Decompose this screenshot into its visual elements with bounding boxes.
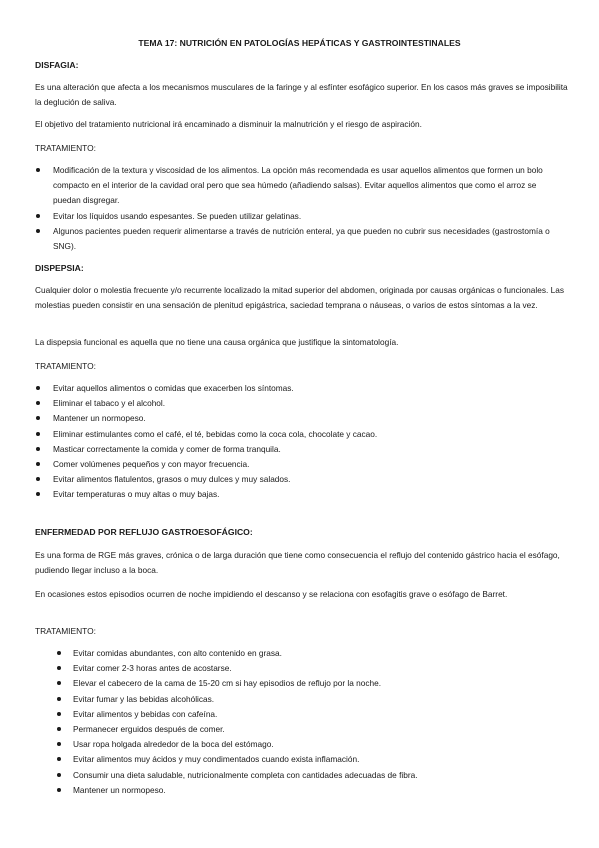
section-heading-dispepsia: DISPEPSIA: bbox=[35, 263, 84, 273]
list-item: Evitar fumar y las bebidas alcohólicas. bbox=[73, 692, 563, 707]
list-item: Evitar los líquidos usando espesantes. Se pueden utilizar gelatinas. bbox=[53, 209, 563, 224]
bullet-icon bbox=[57, 712, 61, 716]
list-item: Mantener un normopeso. bbox=[73, 783, 563, 798]
bullet-icon bbox=[57, 788, 61, 792]
list-item: Evitar comidas abundantes, con alto contenido en grasa. bbox=[73, 646, 563, 661]
list-item: Eliminar estimulantes como el café, el té, bebidas como la coca cola, chocolate y cacao. bbox=[53, 427, 553, 442]
bullet-icon bbox=[36, 432, 40, 436]
list-item: Evitar alimentos muy ácidos y muy condimentados cuando exista inflamación. bbox=[73, 752, 563, 767]
bullet-icon bbox=[57, 651, 61, 655]
bullet-icon bbox=[36, 416, 40, 420]
treatment-label: TRATAMIENTO: bbox=[35, 143, 96, 153]
bullet-icon bbox=[36, 477, 40, 481]
treatment-label: TRATAMIENTO: bbox=[35, 361, 96, 371]
paragraph: Cualquier dolor o molestia frecuente y/o recurrente localizado la mitad superior del abdomen, originada por causas orgánicas o funcionales. Las molestias pueden consistir en una sensación de plenitud epigástrica, saciedad temprana o náuseas, o varios de estos síntomas a la vez. bbox=[35, 285, 564, 311]
paragraph: El objetivo del tratamiento nutricional irá encaminado a disminuir la malnutrición y el riesgo de aspiración. bbox=[35, 119, 422, 129]
list-item: Evitar comer 2-3 horas antes de acostarse. bbox=[73, 661, 563, 676]
bullet-icon bbox=[36, 386, 40, 390]
treatment-list-erge bbox=[73, 646, 563, 798]
bullet-icon bbox=[36, 168, 40, 172]
list-item: Permanecer erguidos después de comer. bbox=[73, 722, 563, 737]
bullet-icon bbox=[57, 697, 61, 701]
treatment-label: TRATAMIENTO: bbox=[35, 626, 96, 636]
bullet-icon bbox=[36, 401, 40, 405]
list-item: Evitar alimentos flatulentos, grasos o muy dulces y muy salados. bbox=[53, 472, 553, 487]
bullet-icon bbox=[36, 462, 40, 466]
bullet-icon bbox=[57, 666, 61, 670]
paragraph: Es una alteración que afecta a los mecanismos musculares de la faringe y al esfínter esofágico superior. En los casos más graves se imposibilita la deglución de saliva. bbox=[35, 82, 568, 108]
list-item: Algunos pacientes pueden requerir alimentarse a través de nutrición enteral, ya que pueden no cubrir sus necesidades (gastrostomía o SNG). bbox=[53, 224, 563, 254]
page-title: TEMA 17: NUTRICIÓN EN PATOLOGÍAS HEPÁTICAS Y GASTROINTESTINALES bbox=[138, 38, 461, 48]
bullet-icon bbox=[36, 214, 40, 218]
list-item: Modificación de la textura y viscosidad de los alimentos. La opción más recomendada es usar aquellos alimentos que formen un bolo compacto en el interior de la cavidad oral pero que sea húmedo (añadiendo salsas). Evitar aquellos alimentos que como el arroz se puedan disgregar. bbox=[53, 163, 563, 209]
list-item: Mantener un normopeso. bbox=[53, 411, 553, 426]
paragraph: La dispepsia funcional es aquella que no tiene una causa orgánica que justifique la sintomatología. bbox=[35, 337, 399, 347]
bullet-icon bbox=[57, 757, 61, 761]
bullet-icon bbox=[57, 727, 61, 731]
list-item: Comer volúmenes pequeños y con mayor frecuencia. bbox=[53, 457, 553, 472]
section-heading-disfagia: DISFAGIA: bbox=[35, 60, 79, 70]
list-item: Elevar el cabecero de la cama de 15-20 cm si hay episodios de reflujo por la noche. bbox=[73, 676, 563, 691]
list-item: Evitar aquellos alimentos o comidas que exacerben los síntomas. bbox=[53, 381, 553, 396]
paragraph: En ocasiones estos episodios ocurren de noche impidiendo el descanso y se relaciona con esofagitis grave o esófago de Barret. bbox=[35, 589, 508, 599]
paragraph: Es una forma de RGE más graves, crónica o de larga duración que tiene como consecuencia el reflujo del contenido gástrico hacia el esófago, pudiendo llegar incluso a la boca. bbox=[35, 550, 560, 576]
list-item: Evitar alimentos y bebidas con cafeína. bbox=[73, 707, 563, 722]
bullet-icon bbox=[36, 229, 40, 233]
list-item: Eliminar el tabaco y el alcohol. bbox=[53, 396, 553, 411]
treatment-list-dispepsia bbox=[53, 381, 553, 503]
list-item: Masticar correctamente la comida y comer de forma tranquila. bbox=[53, 442, 553, 457]
list-item: Usar ropa holgada alrededor de la boca del estómago. bbox=[73, 737, 563, 752]
treatment-list-disfagia bbox=[53, 163, 563, 254]
list-item: Evitar temperaturas o muy altas o muy bajas. bbox=[53, 487, 553, 502]
bullet-icon bbox=[57, 742, 61, 746]
section-heading-erge: ENFERMEDAD POR REFLUJO GASTROESOFÁGICO: bbox=[35, 527, 253, 537]
bullet-icon bbox=[36, 447, 40, 451]
bullet-icon bbox=[57, 681, 61, 685]
bullet-icon bbox=[36, 492, 40, 496]
list-item: Consumir una dieta saludable, nutricionalmente completa con cantidades adecuadas de fibra. bbox=[73, 768, 563, 783]
bullet-icon bbox=[57, 773, 61, 777]
